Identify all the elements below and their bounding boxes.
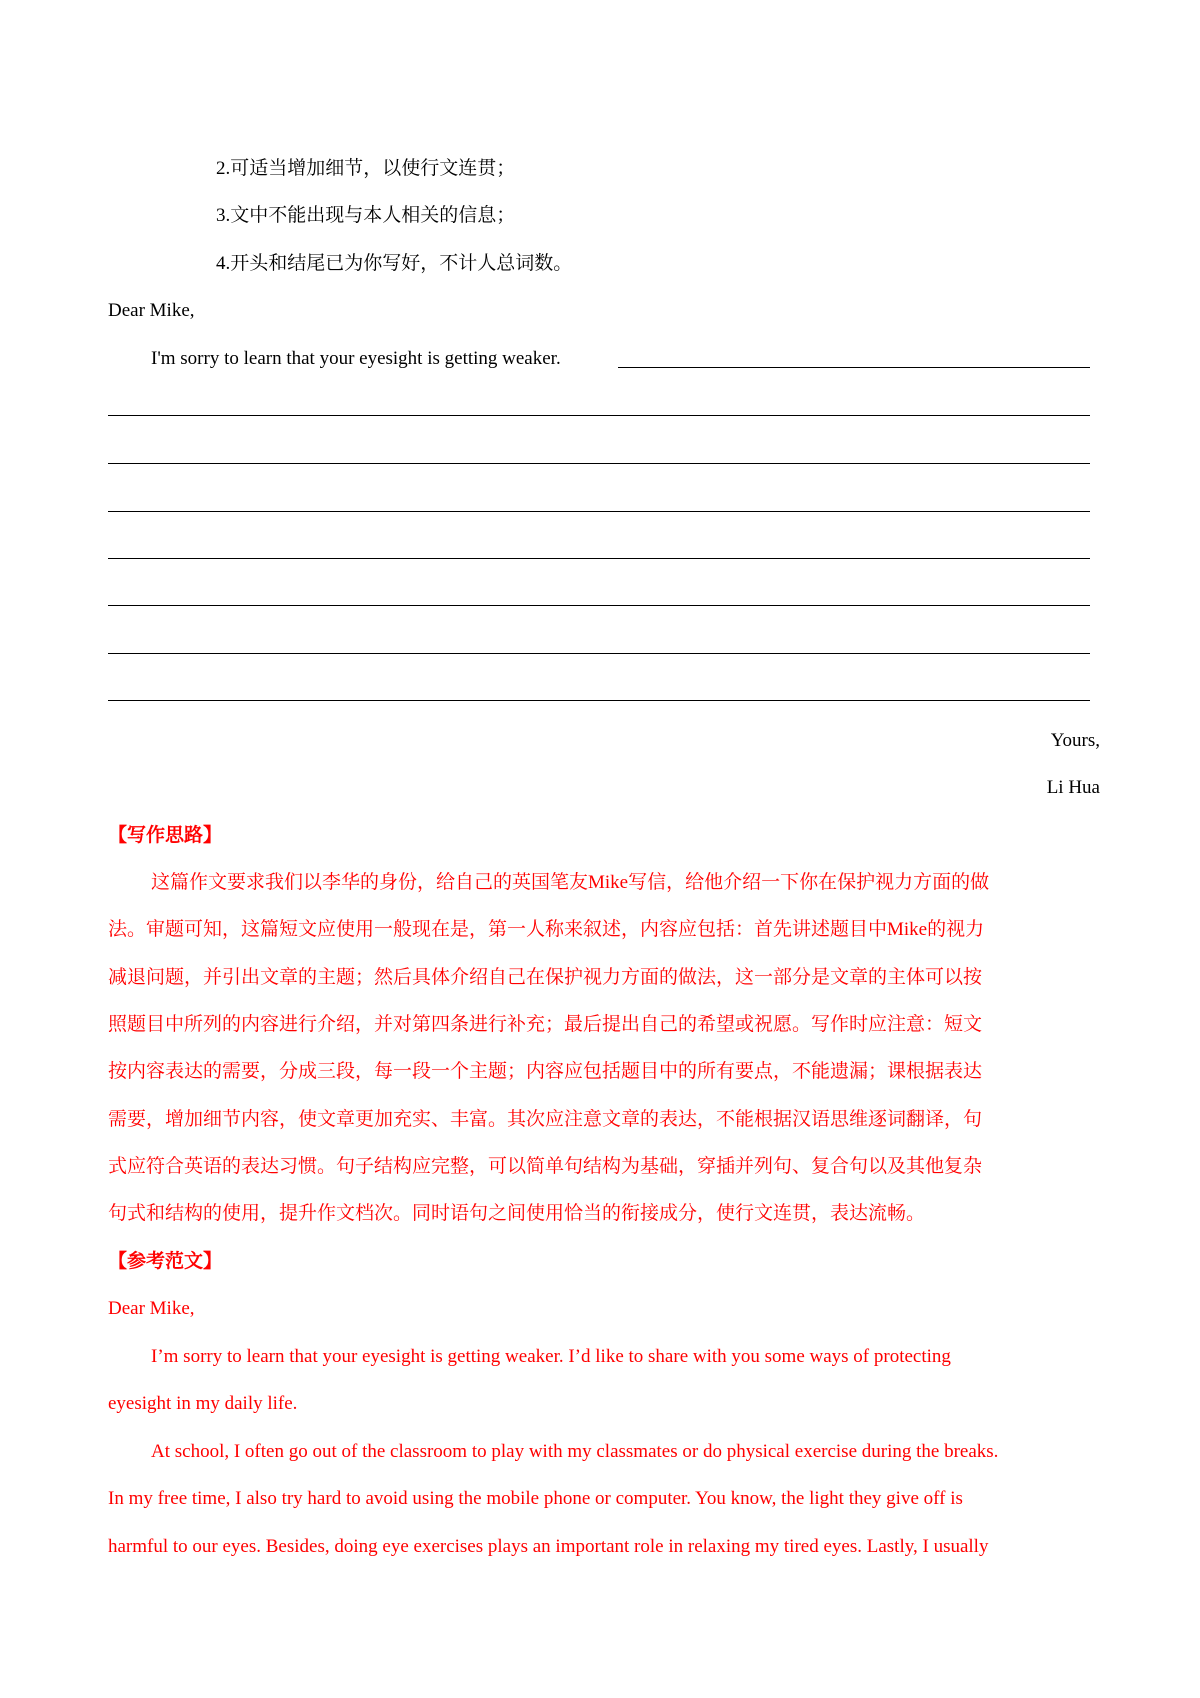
- answer-blank-line[interactable]: [108, 700, 1090, 701]
- sample-line: eyesight in my daily life.: [108, 1393, 298, 1414]
- answer-blank-line[interactable]: [108, 511, 1090, 512]
- analysis-line: 句式和结构的使用，提升作文档次。同时语句之间使用恰当的衔接成分，使行文连贯，表达流畅。: [108, 1203, 926, 1224]
- sample-line: At school, I often go out of the classroom to play with my classmates or do physical exercise during the breaks.: [151, 1441, 999, 1462]
- answer-blank-line[interactable]: [108, 605, 1090, 606]
- requirement-2: 2.可适当增加细节，以使行文连贯；: [216, 158, 516, 179]
- analysis-line: 法。审题可知，这篇短文应使用一般现在是，第一人称来叙述，内容应包括：首先讲述题目中Mike的视力: [108, 919, 985, 940]
- answer-blank-line[interactable]: [618, 367, 1090, 368]
- requirement-4: 4.开头和结尾已为你写好，不计人总词数。: [216, 253, 573, 274]
- analysis-line: 需要，增加细节内容，使文章更加充实、丰富。其次应注意文章的表达，不能根据汉语思维逐词翻译，句: [108, 1109, 983, 1130]
- analysis-line: 减退问题，并引出文章的主题；然后具体介绍自己在保护视力方面的做法，这一部分是文章的主体可以按: [108, 967, 983, 988]
- analysis-line: 按内容表达的需要，分成三段，每一段一个主题；内容应包括题目中的所有要点，不能遗漏；课根据表达: [108, 1061, 983, 1082]
- answer-blank-line[interactable]: [108, 463, 1090, 464]
- answer-blank-line[interactable]: [108, 415, 1090, 416]
- letter-signature: Li Hua: [1046, 777, 1100, 798]
- answer-blank-line[interactable]: [108, 653, 1090, 654]
- analysis-line: 这篇作文要求我们以李华的身份，给自己的英国笔友Mike写信，给他介绍一下你在保护视力方面的做: [151, 872, 990, 893]
- sample-line: harmful to our eyes. Besides, doing eye exercises plays an important role in relaxing my tired eyes. Lastly, I usually: [108, 1536, 989, 1557]
- sample-line: In my free time, I also try hard to avoid using the mobile phone or computer. You know, the light they give off is: [108, 1488, 963, 1509]
- answer-blank-line[interactable]: [108, 558, 1090, 559]
- sample-salutation: Dear Mike,: [108, 1298, 195, 1319]
- analysis-line: 式应符合英语的表达习惯。句子结构应完整，可以简单句结构为基础，穿插并列句、复合句以及其他复杂: [108, 1156, 983, 1177]
- sample-line: I’m sorry to learn that your eyesight is getting weaker. I’d like to share with you some ways of protecting: [151, 1346, 951, 1367]
- analysis-heading: 【写作思路】: [108, 825, 223, 846]
- analysis-line: 照题目中所列的内容进行介绍，并对第四条进行补充；最后提出自己的希望或祝愿。写作时应注意：短文: [108, 1014, 983, 1035]
- requirement-3: 3.文中不能出现与本人相关的信息；: [216, 205, 516, 226]
- letter-salutation: Dear Mike,: [108, 300, 195, 321]
- sample-heading: 【参考范文】: [108, 1251, 223, 1272]
- letter-opening: I'm sorry to learn that your eyesight is getting weaker.: [151, 348, 561, 369]
- letter-closing: Yours,: [1050, 730, 1100, 751]
